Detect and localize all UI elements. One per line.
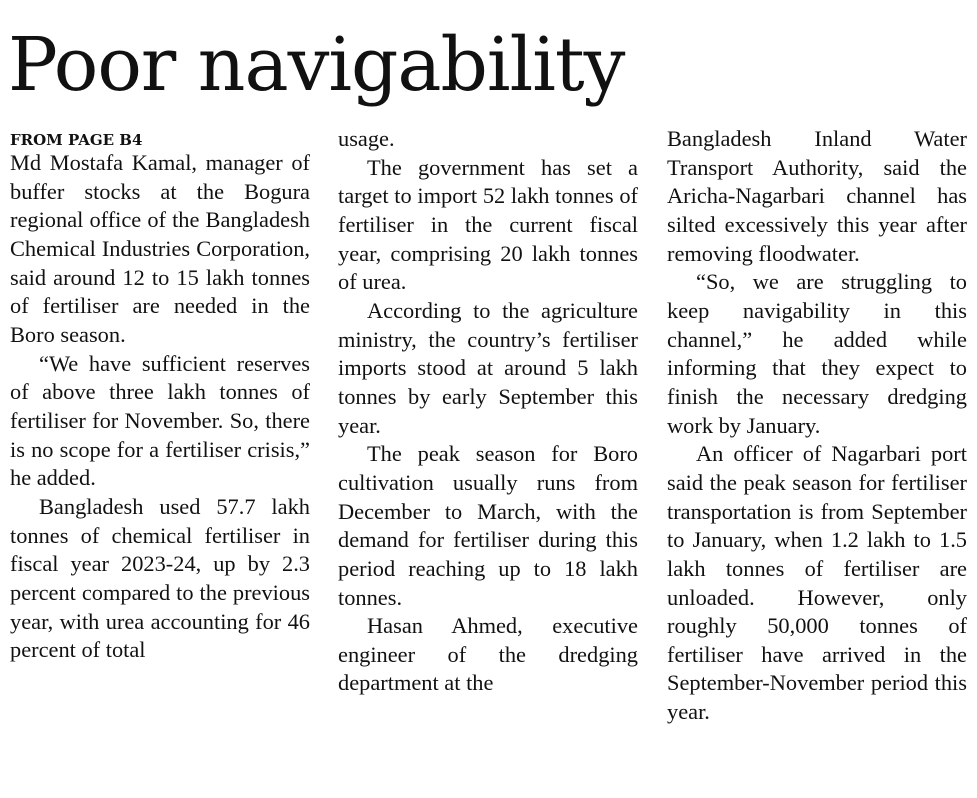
page-jump-label: FROM PAGE B4: [10, 131, 143, 149]
article-column-3: [667, 125, 967, 727]
paragraph: Bangladesh Inland Water Transport Authority, said the Aricha-Nagarbari channel has silted excessively this year after removing floodwater.: [667, 126, 967, 266]
paragraph: usage.: [338, 126, 395, 151]
paragraph: Hasan Ahmed, executive engineer of the dredging department at the: [338, 613, 638, 696]
headline: Poor navigability: [8, 22, 625, 108]
paragraph: The peak season for Boro cultivation usually runs from December to March, with the demand for fertiliser during this period reaching up to 18 lakh tonnes.: [338, 441, 638, 610]
article-column-2: [338, 125, 638, 698]
paragraph: The government has set a target to import 52 lakh tonnes of fertiliser in the current fiscal year, comprising 20 lakh tonnes of urea.: [338, 154, 638, 295]
paragraph: “So, we are struggling to keep navigability in this channel,” he added while informing that they expect to finish the necessary dredging work by January.: [667, 269, 967, 438]
paragraph: Bangladesh used 57.7 lakh tonnes of chemical fertiliser in fiscal year 2023-24, up by 2.3 percent compared to the previous year, with urea accounting for 46 percent of total: [10, 493, 310, 663]
paragraph: Md Mostafa Kamal, manager of buffer stocks at the Bogura regional office of the Bangladesh Chemical Industries Corporation, said around 12 to 15 lakh tonnes of fertiliser are needed in the Boro season.: [10, 150, 310, 347]
paragraph: An officer of Nagarbari port said the peak season for fertiliser transportation is from September to January, when 1.2 lakh to 1.5 lakh tonnes of fertiliser are unloaded. However, only roughly 50,000 tonnes of fertiliser have arrived in the September-November period this year.: [667, 441, 967, 725]
paragraph: “We have sufficient reserves of above three lakh tonnes of fertiliser for November. So, there is no scope for a fertiliser crisis,” he added.: [10, 350, 310, 491]
article-column-1: [10, 125, 310, 665]
paragraph: According to the agriculture ministry, the country’s fertiliser imports stood at around 5 lakh tonnes by early September this year.: [338, 297, 638, 438]
